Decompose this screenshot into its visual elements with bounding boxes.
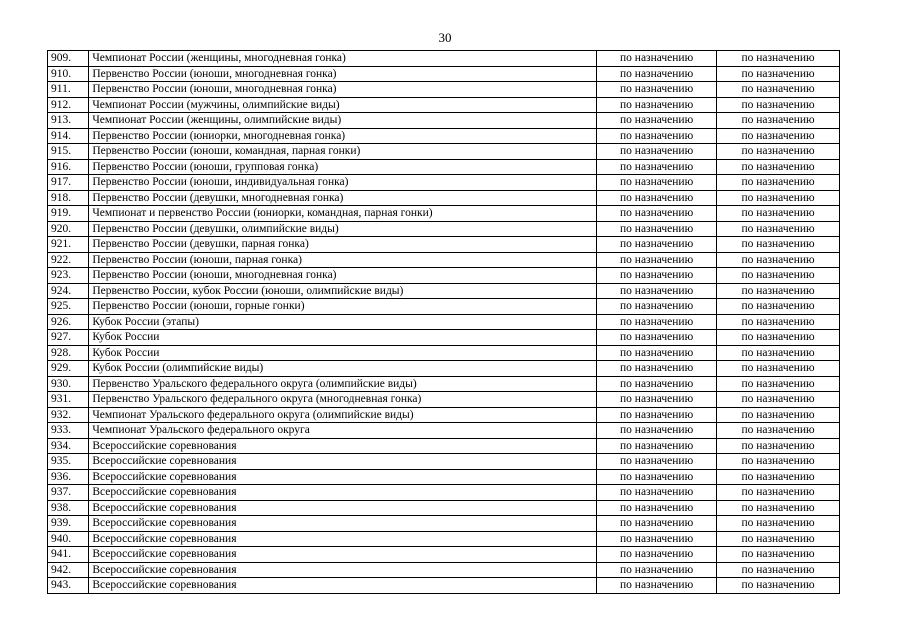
schedule-cell: по назначению <box>597 66 717 82</box>
venue-cell: по назначению <box>717 97 840 113</box>
schedule-cell: по назначению <box>597 454 717 470</box>
event-name: Первенство России (юноши, парная гонка) <box>89 252 597 268</box>
venue-cell: по назначению <box>717 345 840 361</box>
venue-cell: по назначению <box>717 485 840 501</box>
table-row <box>48 128 840 144</box>
venue-cell: по назначению <box>717 314 840 330</box>
schedule-cell: по назначению <box>597 314 717 330</box>
table-row <box>48 113 840 129</box>
schedule-cell: по назначению <box>597 438 717 454</box>
row-number: 921. <box>48 237 89 253</box>
venue-cell: по назначению <box>717 299 840 315</box>
row-number: 926. <box>48 314 89 330</box>
event-name: Всероссийские соревнования <box>89 454 597 470</box>
table-row <box>48 469 840 485</box>
schedule-cell: по назначению <box>597 376 717 392</box>
event-name: Всероссийские соревнования <box>89 547 597 563</box>
event-name: Кубок России (олимпийские виды) <box>89 361 597 377</box>
row-number: 936. <box>48 469 89 485</box>
table-row <box>48 407 840 423</box>
schedule-cell: по назначению <box>597 268 717 284</box>
venue-cell: по назначению <box>717 51 840 67</box>
table-row <box>48 206 840 222</box>
venue-cell: по назначению <box>717 516 840 532</box>
event-name: Кубок России <box>89 330 597 346</box>
row-number: 911. <box>48 82 89 98</box>
schedule-cell: по назначению <box>597 516 717 532</box>
schedule-cell: по назначению <box>597 500 717 516</box>
schedule-cell: по назначению <box>597 345 717 361</box>
row-number: 909. <box>48 51 89 67</box>
event-name: Чемпионат России (женщины, многодневная гонка) <box>89 51 597 67</box>
event-name: Чемпионат России (женщины, олимпийские виды) <box>89 113 597 129</box>
page-number: 30 <box>438 30 452 45</box>
event-name: Чемпионат и первенство России (юниорки, командная, парная гонки) <box>89 206 597 222</box>
row-number: 920. <box>48 221 89 237</box>
row-number: 941. <box>48 547 89 563</box>
row-number: 923. <box>48 268 89 284</box>
table-row <box>48 547 840 563</box>
row-number: 917. <box>48 175 89 191</box>
row-number: 913. <box>48 113 89 129</box>
schedule-cell: по назначению <box>597 531 717 547</box>
schedule-cell: по назначению <box>597 252 717 268</box>
row-number: 919. <box>48 206 89 222</box>
table-row <box>48 66 840 82</box>
schedule-cell: по назначению <box>597 392 717 408</box>
table-row <box>48 454 840 470</box>
venue-cell: по назначению <box>717 469 840 485</box>
venue-cell: по назначению <box>717 66 840 82</box>
table-row <box>48 485 840 501</box>
schedule-cell: по назначению <box>597 562 717 578</box>
table-row <box>48 82 840 98</box>
table-row <box>48 51 840 67</box>
table-row <box>48 190 840 206</box>
event-name: Первенство России (девушки, олимпийские виды) <box>89 221 597 237</box>
schedule-cell: по назначению <box>597 578 717 594</box>
row-number: 928. <box>48 345 89 361</box>
event-name: Чемпионат Уральского федерального округа (олимпийские виды) <box>89 407 597 423</box>
events-table <box>47 50 840 594</box>
venue-cell: по назначению <box>717 221 840 237</box>
venue-cell: по назначению <box>717 128 840 144</box>
venue-cell: по назначению <box>717 423 840 439</box>
schedule-cell: по назначению <box>597 407 717 423</box>
venue-cell: по назначению <box>717 392 840 408</box>
row-number: 927. <box>48 330 89 346</box>
row-number: 915. <box>48 144 89 160</box>
event-name: Всероссийские соревнования <box>89 578 597 594</box>
event-name: Всероссийские соревнования <box>89 438 597 454</box>
table-row <box>48 299 840 315</box>
row-number: 912. <box>48 97 89 113</box>
schedule-cell: по назначению <box>597 113 717 129</box>
schedule-cell: по назначению <box>597 82 717 98</box>
schedule-cell: по назначению <box>597 485 717 501</box>
table-row <box>48 438 840 454</box>
table-row <box>48 361 840 377</box>
table-row <box>48 376 840 392</box>
table-row <box>48 330 840 346</box>
schedule-cell: по назначению <box>597 159 717 175</box>
table-row <box>48 283 840 299</box>
venue-cell: по назначению <box>717 547 840 563</box>
schedule-cell: по назначению <box>597 206 717 222</box>
schedule-cell: по назначению <box>597 144 717 160</box>
event-name: Первенство Уральского федерального округа (многодневная гонка) <box>89 392 597 408</box>
event-name: Первенство России (юноши, многодневная гонка) <box>89 82 597 98</box>
event-name: Первенство России (юноши, индивидуальная гонка) <box>89 175 597 191</box>
schedule-cell: по назначению <box>597 128 717 144</box>
table-row <box>48 252 840 268</box>
table-row <box>48 578 840 594</box>
venue-cell: по назначению <box>717 454 840 470</box>
schedule-cell: по назначению <box>597 469 717 485</box>
event-name: Кубок России (этапы) <box>89 314 597 330</box>
venue-cell: по назначению <box>717 113 840 129</box>
event-name: Всероссийские соревнования <box>89 516 597 532</box>
schedule-cell: по назначению <box>597 299 717 315</box>
venue-cell: по назначению <box>717 330 840 346</box>
table-row <box>48 392 840 408</box>
schedule-cell: по назначению <box>597 330 717 346</box>
row-number: 933. <box>48 423 89 439</box>
venue-cell: по назначению <box>717 144 840 160</box>
table-row <box>48 175 840 191</box>
table-row <box>48 562 840 578</box>
event-name: Первенство России (юноши, командная, парная гонки) <box>89 144 597 160</box>
table-row <box>48 97 840 113</box>
schedule-cell: по назначению <box>597 423 717 439</box>
row-number: 910. <box>48 66 89 82</box>
venue-cell: по назначению <box>717 531 840 547</box>
venue-cell: по назначению <box>717 252 840 268</box>
schedule-cell: по назначению <box>597 547 717 563</box>
event-name: Первенство России (юниорки, многодневная гонка) <box>89 128 597 144</box>
row-number: 938. <box>48 500 89 516</box>
venue-cell: по назначению <box>717 500 840 516</box>
event-name: Чемпионат России (мужчины, олимпийские виды) <box>89 97 597 113</box>
event-name: Всероссийские соревнования <box>89 469 597 485</box>
row-number: 918. <box>48 190 89 206</box>
events-table-body <box>48 51 840 594</box>
event-name: Первенство России (юноши, горные гонки) <box>89 299 597 315</box>
venue-cell: по назначению <box>717 190 840 206</box>
row-number: 939. <box>48 516 89 532</box>
table-row <box>48 144 840 160</box>
table-row <box>48 221 840 237</box>
event-name: Кубок России <box>89 345 597 361</box>
venue-cell: по назначению <box>717 283 840 299</box>
table-row <box>48 516 840 532</box>
row-number: 934. <box>48 438 89 454</box>
event-name: Первенство России, кубок России (юноши, олимпийские виды) <box>89 283 597 299</box>
venue-cell: по назначению <box>717 578 840 594</box>
venue-cell: по назначению <box>717 407 840 423</box>
table-row <box>48 314 840 330</box>
row-number: 942. <box>48 562 89 578</box>
row-number: 943. <box>48 578 89 594</box>
row-number: 914. <box>48 128 89 144</box>
table-row <box>48 268 840 284</box>
table-row <box>48 237 840 253</box>
venue-cell: по назначению <box>717 438 840 454</box>
table-row <box>48 423 840 439</box>
venue-cell: по назначению <box>717 376 840 392</box>
schedule-cell: по назначению <box>597 361 717 377</box>
schedule-cell: по назначению <box>597 97 717 113</box>
row-number: 929. <box>48 361 89 377</box>
schedule-cell: по назначению <box>597 221 717 237</box>
table-row <box>48 345 840 361</box>
event-name: Первенство России (юноши, многодневная гонка) <box>89 66 597 82</box>
schedule-cell: по назначению <box>597 283 717 299</box>
row-number: 930. <box>48 376 89 392</box>
event-name: Первенство России (девушки, многодневная гонка) <box>89 190 597 206</box>
schedule-cell: по назначению <box>597 190 717 206</box>
venue-cell: по назначению <box>717 237 840 253</box>
venue-cell: по назначению <box>717 361 840 377</box>
row-number: 922. <box>48 252 89 268</box>
row-number: 925. <box>48 299 89 315</box>
event-name: Первенство России (юноши, групповая гонка) <box>89 159 597 175</box>
event-name: Чемпионат Уральского федерального округа <box>89 423 597 439</box>
venue-cell: по назначению <box>717 206 840 222</box>
venue-cell: по назначению <box>717 159 840 175</box>
row-number: 924. <box>48 283 89 299</box>
row-number: 940. <box>48 531 89 547</box>
table-row <box>48 159 840 175</box>
event-name: Всероссийские соревнования <box>89 531 597 547</box>
row-number: 932. <box>48 407 89 423</box>
event-name: Первенство России (юноши, многодневная гонка) <box>89 268 597 284</box>
row-number: 937. <box>48 485 89 501</box>
venue-cell: по назначению <box>717 175 840 191</box>
event-name: Первенство Уральского федерального округа (олимпийские виды) <box>89 376 597 392</box>
schedule-cell: по назначению <box>597 237 717 253</box>
event-name: Всероссийские соревнования <box>89 500 597 516</box>
row-number: 935. <box>48 454 89 470</box>
schedule-cell: по назначению <box>597 51 717 67</box>
venue-cell: по назначению <box>717 268 840 284</box>
row-number: 931. <box>48 392 89 408</box>
event-name: Первенство России (девушки, парная гонка) <box>89 237 597 253</box>
table-row <box>48 531 840 547</box>
venue-cell: по назначению <box>717 82 840 98</box>
schedule-cell: по назначению <box>597 175 717 191</box>
event-name: Всероссийские соревнования <box>89 562 597 578</box>
table-row <box>48 500 840 516</box>
venue-cell: по назначению <box>717 562 840 578</box>
row-number: 916. <box>48 159 89 175</box>
event-name: Всероссийские соревнования <box>89 485 597 501</box>
